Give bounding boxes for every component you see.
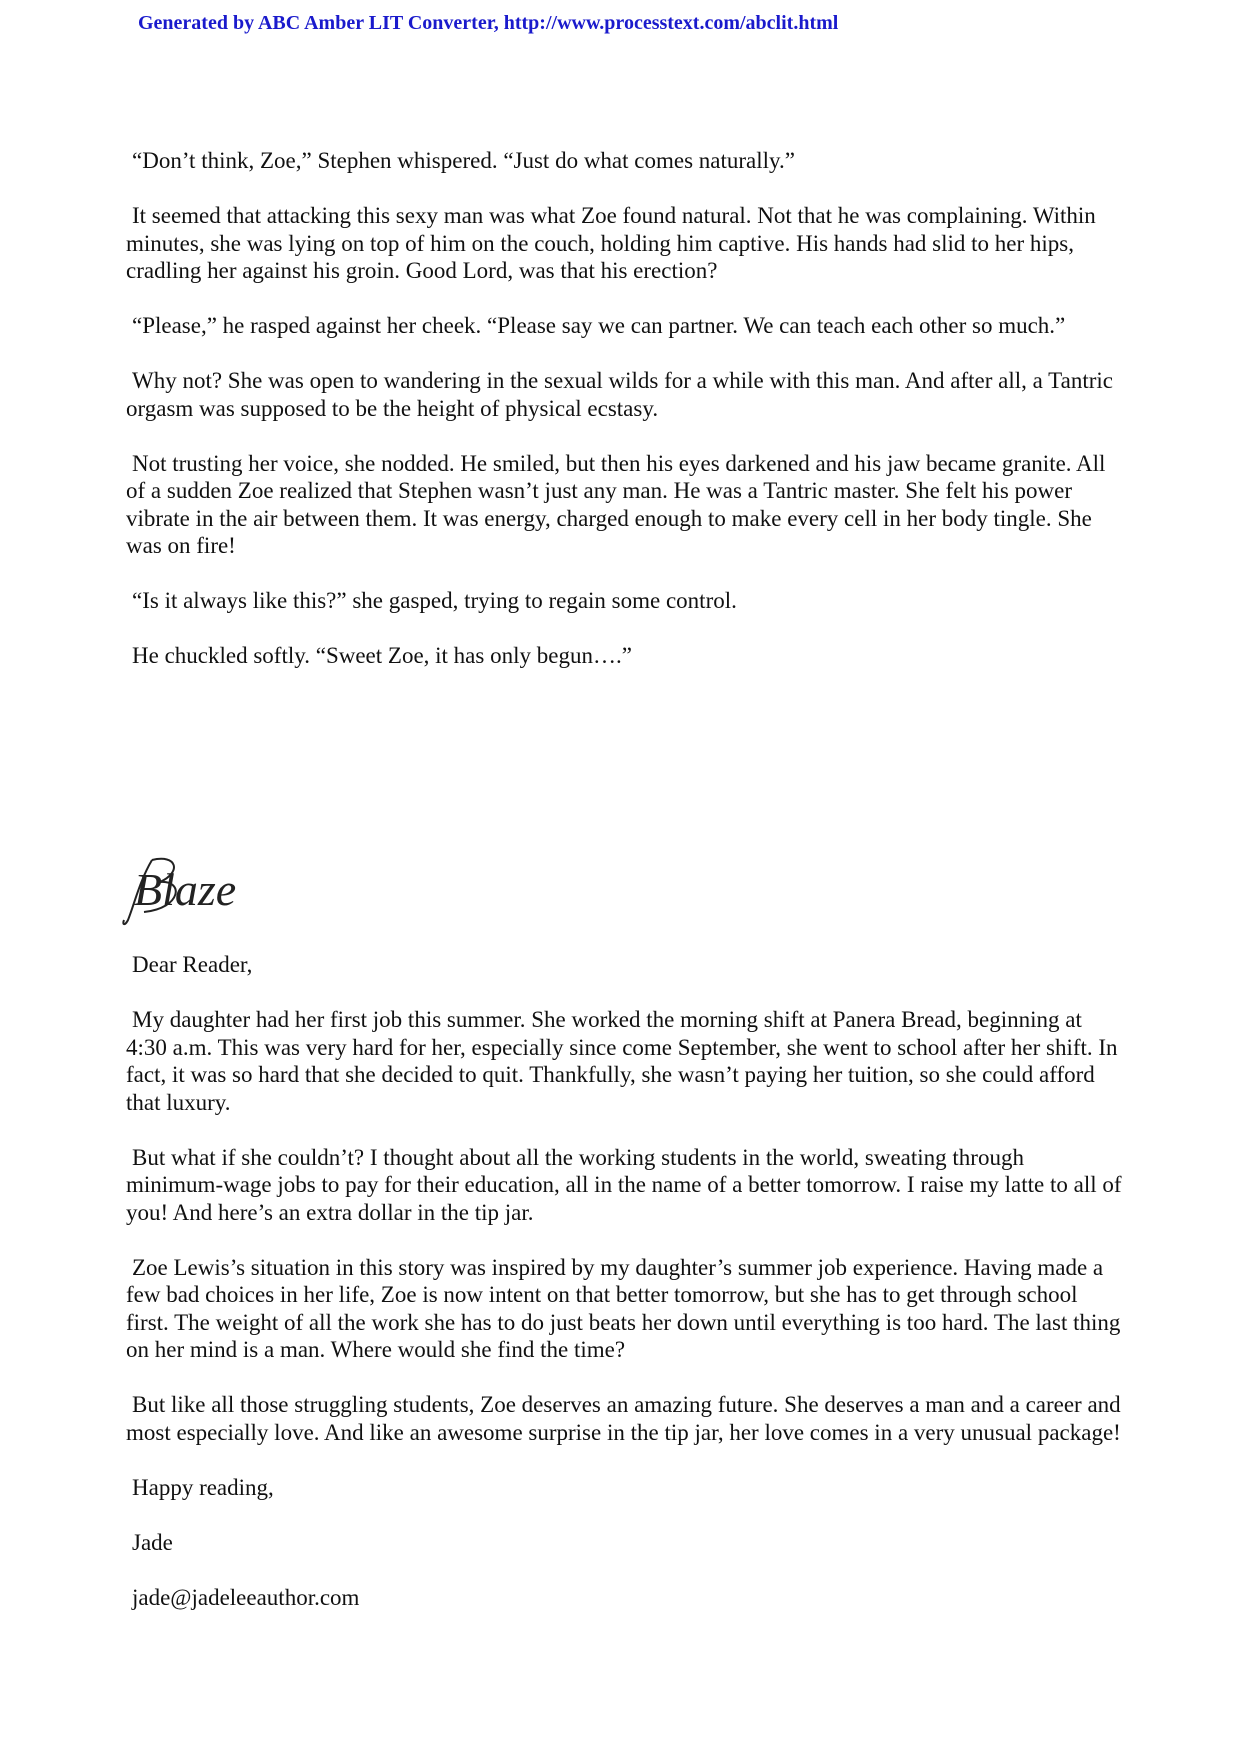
story-paragraph: “Is it always like this?” she gasped, trying to regain some control. (132, 588, 737, 613)
letter-paragraph: My daughter had her first job this summer. She worked the morning shift at Panera Bread, beginning at 4:30 a.m. This was very hard for her, especially since come September, she went to school after her shift. In fact, it was so hard that she decided to quit. Thankfully, she wasn’t paying her tuition, so she could afford that luxury. (126, 1007, 1118, 1115)
letter-signature: Jade (132, 1529, 173, 1555)
story-paragraph: Why not? She was open to wandering in the sexual wilds for a while with this man. And after all, a Tantric orgasm was supposed to be the height of physical ecstasy. (126, 368, 1113, 421)
author-email: jade@jadeleeauthor.com (132, 1584, 360, 1610)
story-paragraph: It seemed that attacking this sexy man was what Zoe found natural. Not that he was complaining. Within minutes, she was lying on top of him on the couch, holding him captive. His hands had slid to her hips, cradling her against his groin. Good Lord, was that his erection? (126, 203, 1096, 283)
letter-paragraph: Zoe Lewis’s situation in this story was inspired by my daughter’s summer job experience. Having made a few bad choices in her life, Zoe is now intent on that better tomorrow, but she has to get through school first. The weight of all the work she has to do just beats her down until everything is too hard. The last thing on her mind is a man. Where would she find the time? (126, 1254, 1121, 1362)
letter-paragraph: But like all those struggling students, Zoe deserves an amazing future. She deserves a man and a career and most especially love. And like an awesome surprise in the tip jar, her love comes in a very unusual package! (126, 1392, 1121, 1445)
blaze-logo (122, 850, 272, 930)
letter-salutation: Dear Reader, (132, 952, 253, 977)
converter-banner-link[interactable]: Generated by ABC Amber LIT Converter, http://www.processtext.com/abclit.html (138, 12, 839, 34)
story-paragraph: “Don’t think, Zoe,” Stephen whispered. “Just do what comes naturally.” (132, 148, 796, 173)
story-paragraph: “Please,” he rasped against her cheek. “Please say we can partner. We can teach each other so much.” (132, 313, 1066, 338)
letter-paragraph: But what if she couldn’t? I thought about all the working students in the world, sweating through minimum-wage jobs to pay for their education, all in the name of a better tomorrow. I raise my latte to all of you! And here’s an extra dollar in the tip jar. (126, 1144, 1122, 1225)
story-paragraph: Not trusting her voice, she nodded. He smiled, but then his eyes darkened and his jaw became granite. All of a sudden Zoe realized that Stephen wasn’t just any man. He was a Tantric master. She felt his power vibrate in the air between them. It was energy, charged enough to make every cell in her body tingle. She was on fire! (126, 450, 1106, 558)
story-excerpt (126, 147, 1126, 697)
dear-reader-letter (126, 951, 1126, 1639)
letter-closing: Happy reading, (132, 1474, 274, 1500)
story-paragraph: He chuckled softly. “Sweet Zoe, it has only begun….” (132, 643, 632, 668)
blaze-logo-text: Blaze (134, 864, 237, 915)
